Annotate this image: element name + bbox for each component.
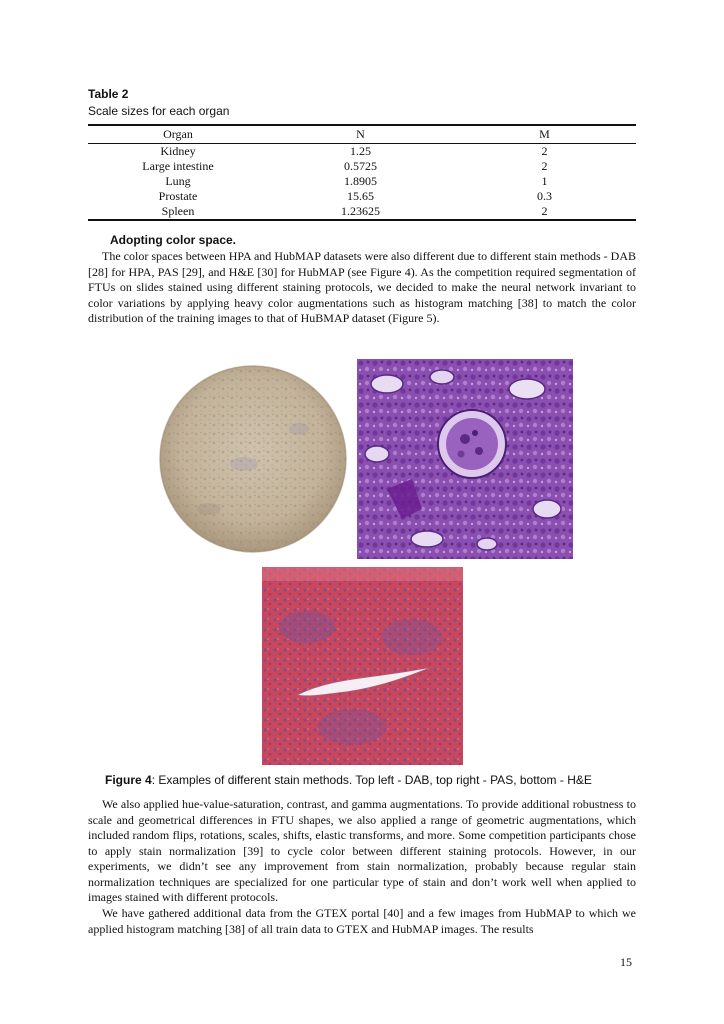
scale-table-grid	[88, 126, 636, 143]
cell-n: 1.25	[350, 144, 371, 158]
table-row	[88, 144, 636, 159]
cell-m: 2	[541, 144, 548, 158]
page-number: 15	[620, 955, 632, 969]
paragraph-augmentations	[88, 797, 636, 906]
table-row	[88, 174, 636, 189]
table-row	[88, 189, 636, 204]
cell-m: 1	[541, 174, 548, 188]
figure-label: Figure 4	[105, 773, 152, 787]
section-heading: Adopting color space.	[110, 233, 237, 247]
table-header-row	[88, 126, 636, 143]
cell-m: 2	[541, 159, 548, 173]
cell-organ: Kidney	[160, 144, 196, 158]
cell-n: 0.5725	[344, 159, 377, 173]
he-stain-image	[262, 567, 463, 765]
pas-stain-image	[357, 359, 573, 559]
table-row	[88, 204, 636, 219]
paragraph-text: We have gathered additional data from the GTEX portal [40] and a few images from HubMAP to which we applied histogram matching [38] of all train data to GTEX and HubMAP images. The results	[88, 906, 636, 936]
paragraph-text: We also applied hue-value-saturation, contrast, and gamma augmentations. To provide additional robustness to scale and geometrical differences in FTU shapes, we also applied a range of geometric augmentations, which included random flips, rotations, scales, shifts, elastic transforms, and more. Some competition participants chose to apply stain normalization [39] to cycle color between different staining protocols. However, in our experiments, we didn’t see any improvement from stain normalization, probably because regular stain normalization techniques are specialized for one particular type of stain and don’t work well when applied to images stained with different protocols.	[88, 797, 636, 904]
cell-n: 1.8905	[344, 174, 377, 188]
paragraph-color-space	[88, 249, 636, 327]
table-bottom-rule	[88, 219, 636, 221]
table-row	[88, 159, 636, 174]
paragraph-gtex	[88, 906, 636, 937]
table-caption: Scale sizes for each organ	[88, 104, 230, 118]
cell-m: 2	[541, 204, 548, 218]
cell-n: 15.65	[347, 189, 374, 203]
cell-organ: Lung	[165, 174, 191, 188]
header-organ: Organ	[163, 127, 193, 141]
cell-organ: Large intestine	[142, 159, 214, 173]
header-m: M	[539, 127, 550, 141]
figure-caption-text: : Examples of different stain methods. Top left - DAB, top right - PAS, bottom - H&E	[151, 773, 592, 787]
table-label: Table 2	[88, 87, 129, 101]
figure-caption	[105, 773, 592, 787]
cell-n: 1.23625	[341, 204, 380, 218]
paragraph-text: The color spaces between HPA and HubMAP datasets were also different due to different stain methods - DAB [28] for HPA, PAS [29], and H&E [30] for HubMAP (see Figure 4). As the competition required segmentation of FTUs on slides stained using different staining protocols, we decided to make the neural network invariant to color variations by applying heavy color augmentations such as histogram matching [38] to match the color distribution of the training images to that of HuBMAP dataset (Figure 5).	[88, 249, 636, 325]
dab-stain-image	[149, 359, 355, 557]
cell-m: 0.3	[537, 189, 552, 203]
cell-organ: Prostate	[158, 189, 198, 203]
scale-table	[88, 124, 636, 221]
cell-organ: Spleen	[161, 204, 195, 218]
scale-table-body	[88, 144, 636, 219]
header-n: N	[356, 127, 365, 141]
